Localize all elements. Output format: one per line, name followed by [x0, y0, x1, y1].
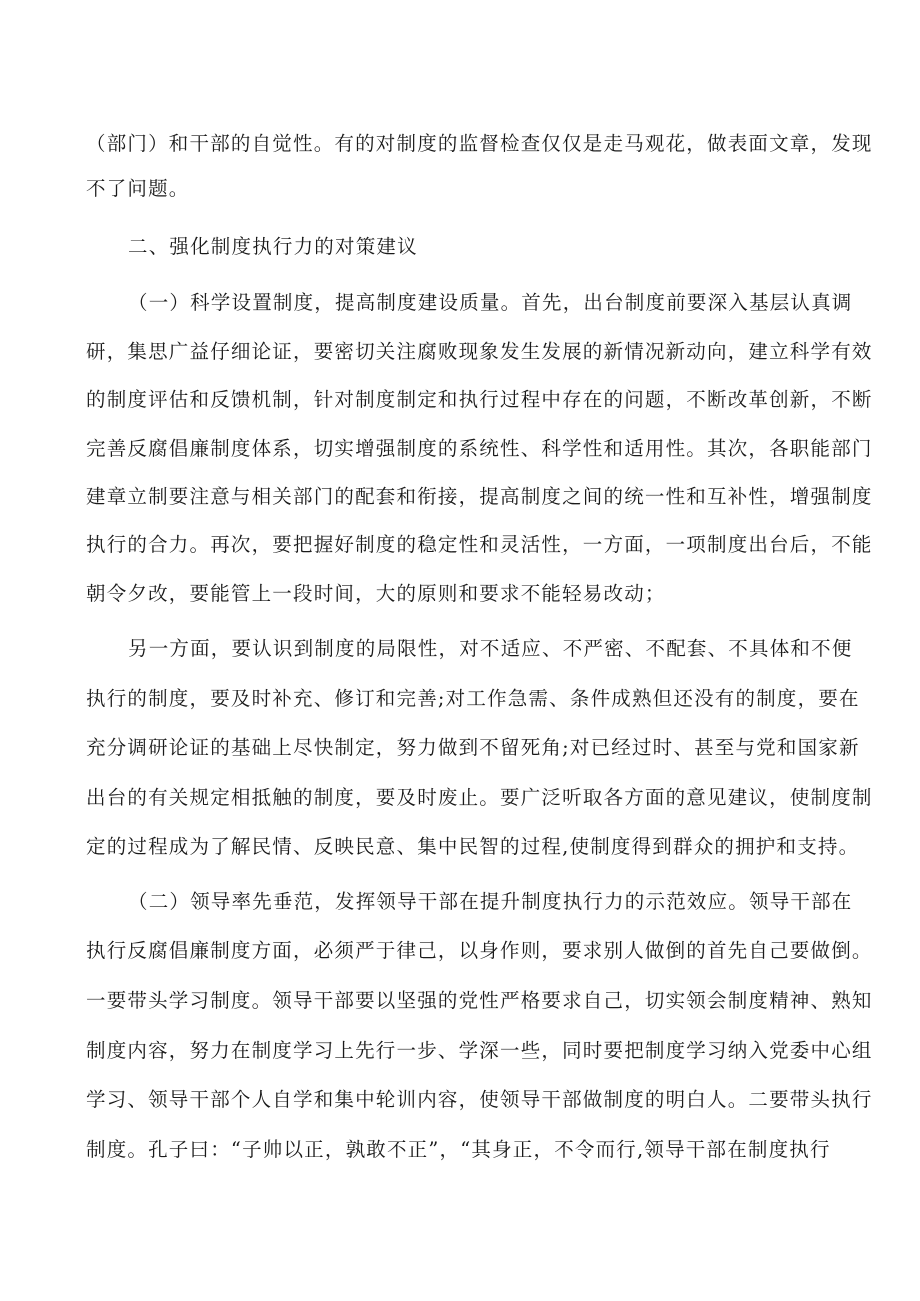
section-heading: 二、强化制度执行力的对策建议	[128, 235, 418, 258]
paragraph-line: 研，集思广益仔细论证，要密切关注腐败现象发生发展的新情况新动向，建立科学有效	[86, 340, 873, 363]
paragraph-line: 制度。孔子曰：“子帅以正，孰敢不正”，“其身正，不令而行,领导干部在制度执行	[86, 1138, 831, 1161]
paragraph-line: 完善反腐倡廉制度体系，切实增强制度的系统性、科学性和适用性。其次，各职能部门	[86, 437, 873, 460]
paragraph-line: 制度内容，努力在制度学习上先行一步、学深一些，同时要把制度学习纳入党委中心组	[86, 1039, 873, 1062]
paragraph-line: 出台的有关规定相抵触的制度，要及时废止。要广泛听取各方面的意见建议，使制度制	[86, 786, 873, 809]
paragraph-line: 建章立制要注意与相关部门的配套和衔接，提高制度之间的统一性和互补性，增强制度	[86, 485, 873, 508]
paragraph-line: 执行的制度，要及时补充、修订和完善;对工作急需、条件成熟但还没有的制度，要在	[86, 687, 860, 710]
paragraph-line: （二）领导率先垂范，发挥领导干部在提升制度执行力的示范效应。领导干部在	[128, 890, 853, 913]
paragraph-line: 充分调研论证的基础上尽快制定，努力做到不留死角;对已经过时、甚至与党和国家新	[86, 736, 860, 759]
paragraph-line: 另一方面，要认识到制度的局限性，对不适应、不严密、不配套、不具体和不便	[128, 637, 853, 660]
paragraph-line: （一）科学设置制度，提高制度建设质量。首先，出台制度前要深入基层认真调	[128, 291, 853, 314]
paragraph-line: 的制度评估和反馈机制，针对制度制定和执行过程中存在的问题，不断改革创新，不断	[86, 388, 873, 411]
paragraph-line: 朝令夕改，要能管上一段时间，大的原则和要求不能轻易改动；	[86, 582, 666, 605]
paragraph-line: 一要带头学习制度。领导干部要以坚强的党性严格要求自己，切实领会制度精神、熟知	[86, 989, 873, 1012]
paragraph-line: （部门）和干部的自觉性。有的对制度的监督检查仅仅是走马观花，做表面文章，发现	[86, 132, 873, 155]
paragraph-line: 执行的合力。再次，要把握好制度的稳定性和灵活性，一方面，一项制度出台后，不能	[86, 533, 873, 556]
paragraph-line: 学习、领导干部个人自学和集中轮训内容，使领导干部做制度的明白人。二要带头执行	[86, 1088, 873, 1111]
paragraph-line: 执行反腐倡廉制度方面，必须严于律己，以身作则，要求别人做倒的首先自己要做倒。	[86, 939, 873, 962]
paragraph-line: 不了问题。	[86, 177, 190, 200]
paragraph-line: 定的过程成为了解民情、反映民意、集中民智的过程,使制度得到群众的拥护和支持。	[86, 835, 860, 858]
